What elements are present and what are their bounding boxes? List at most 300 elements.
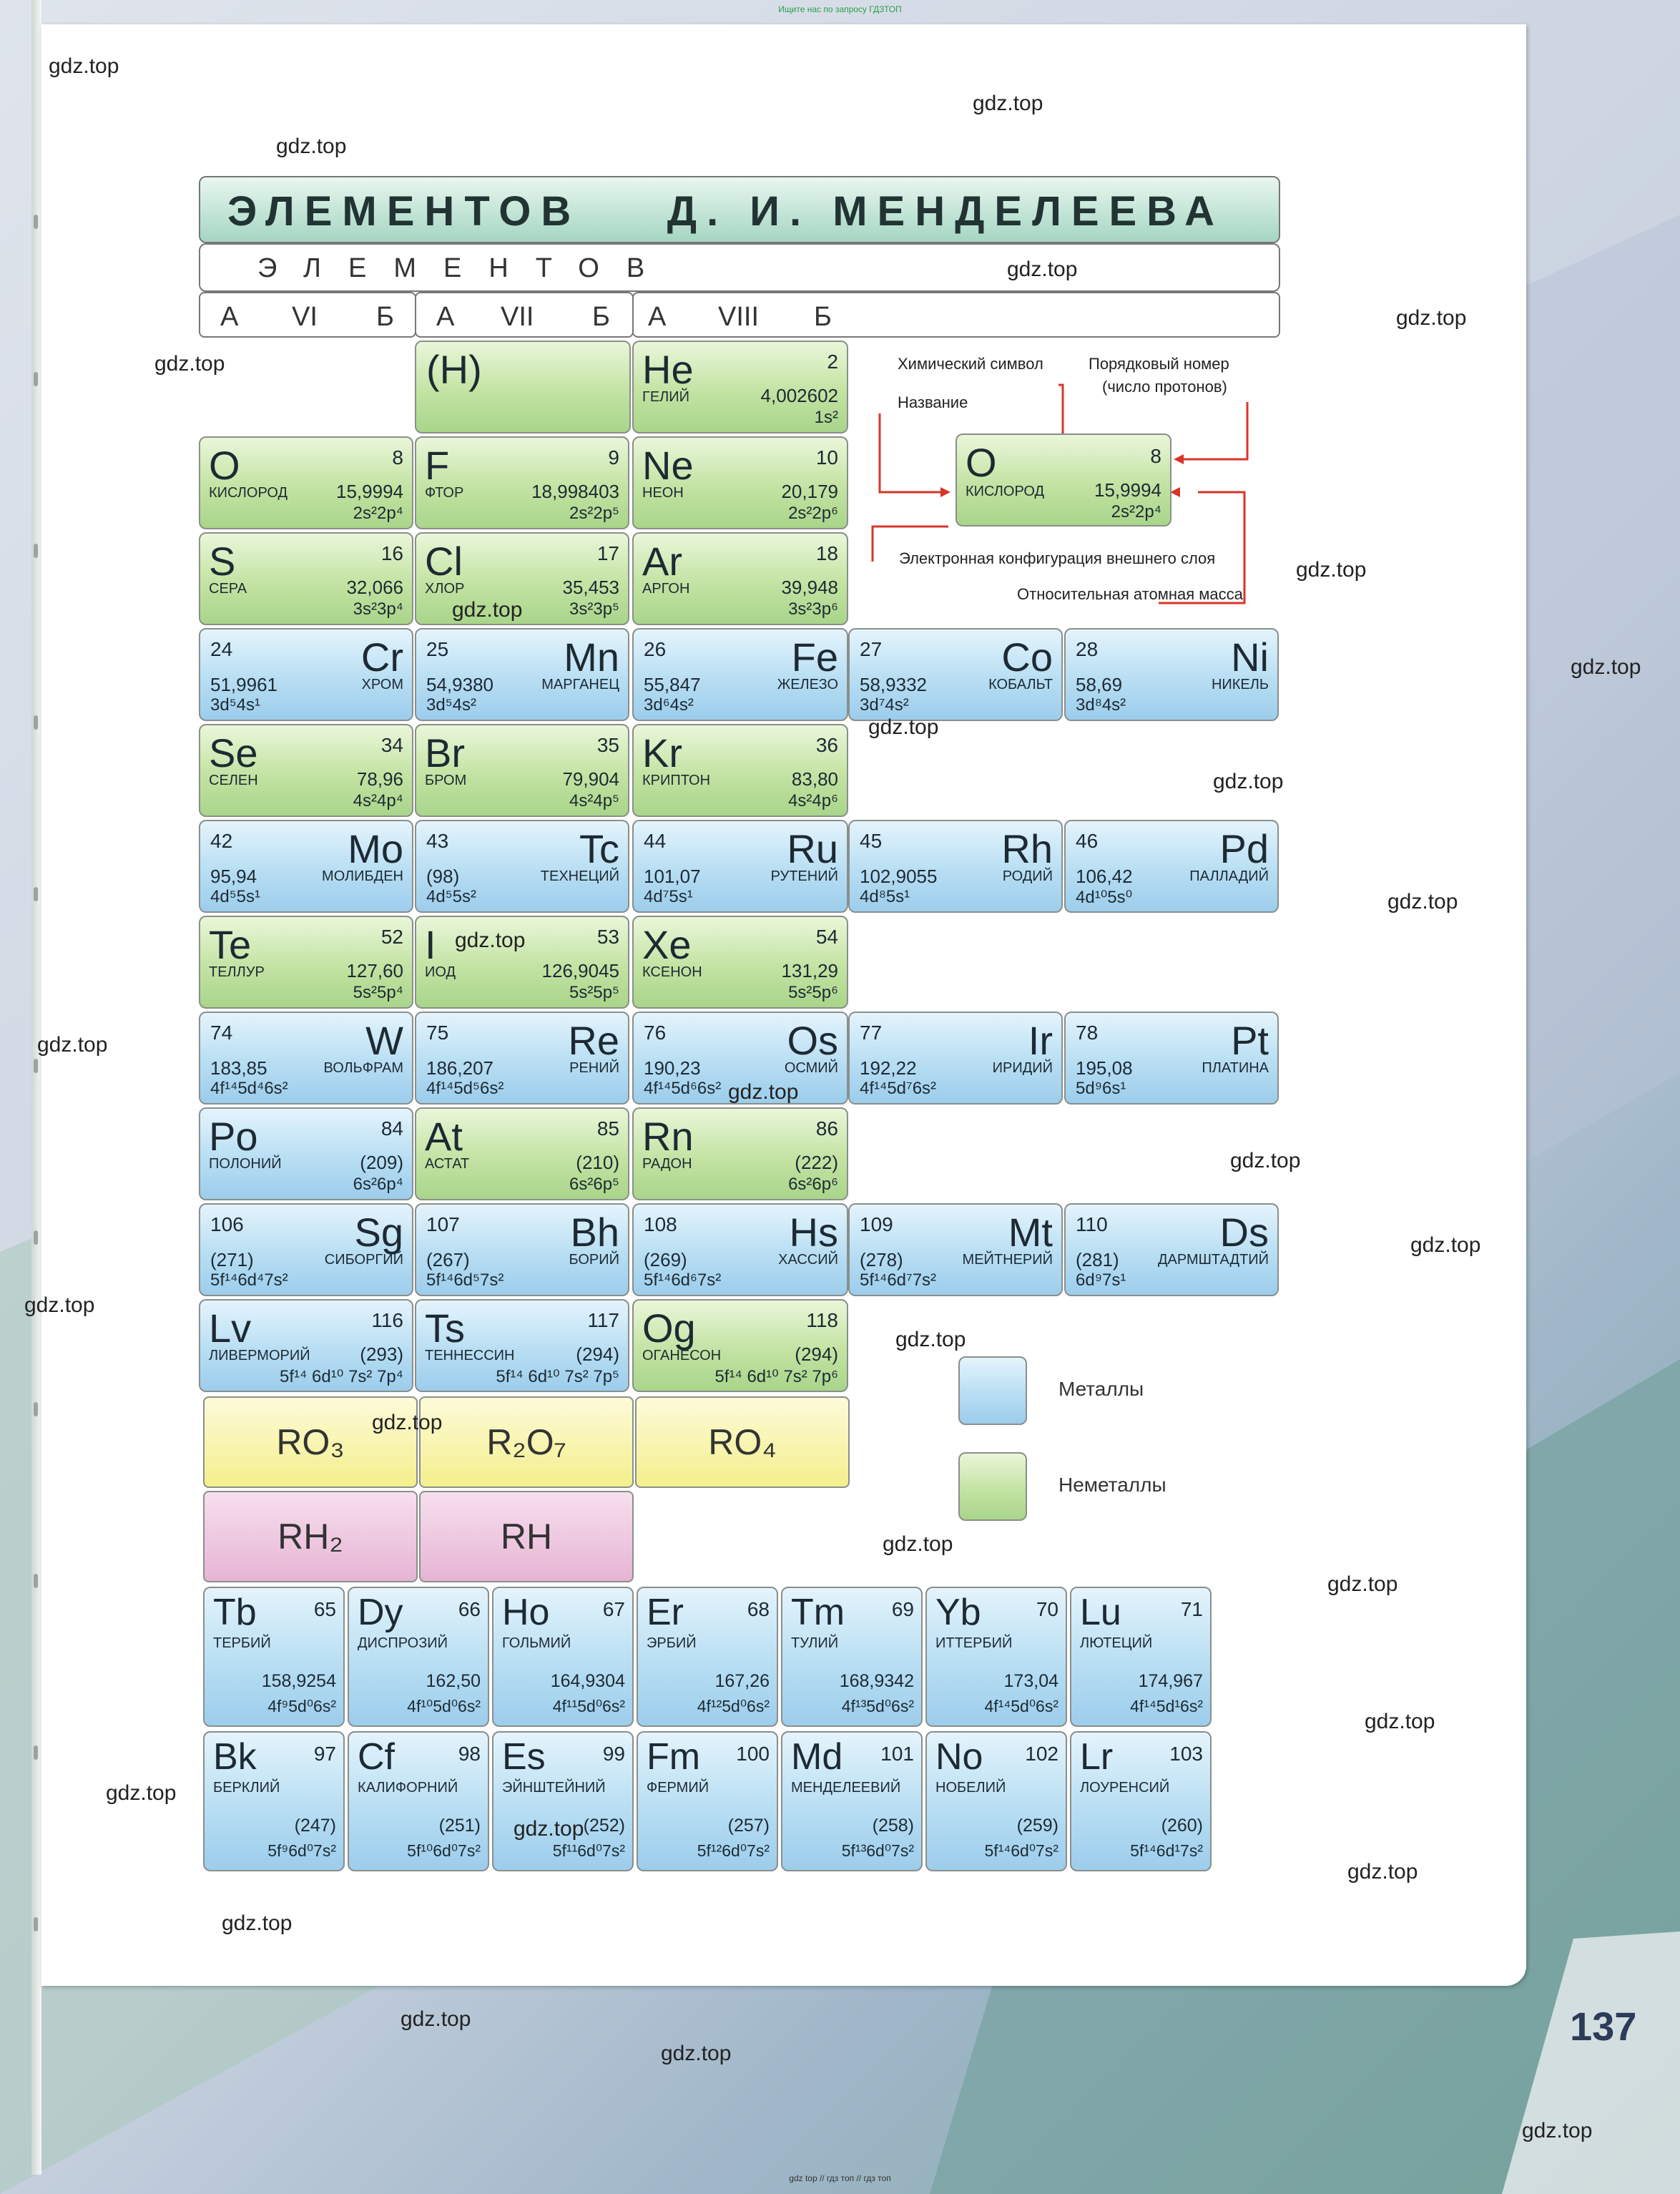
atomic-mass: 51,9961	[210, 674, 277, 695]
element-cell-og	[632, 1299, 848, 1392]
oxide-formula: RO₄	[635, 1396, 850, 1488]
key-symbol-label: Химический символ	[898, 355, 1043, 373]
electron-config: 5f¹¹6d⁰7s²	[552, 1841, 625, 1860]
element-name: РЕНИЙ	[569, 1060, 619, 1076]
electron-config: 1s²	[814, 408, 838, 427]
atomic-number: 52	[380, 926, 403, 948]
key-example-name: КИСЛОРОД	[966, 484, 1045, 499]
atomic-mass: (257)	[727, 1816, 770, 1836]
electron-config: 4s²4p⁵	[569, 791, 619, 810]
electron-config: 3s²3p⁶	[788, 599, 838, 619]
element-symbol: Cf	[358, 1736, 395, 1778]
legend-nonmetals-label: Неметаллы	[1058, 1474, 1166, 1496]
element-cell-pt	[1064, 1012, 1279, 1105]
element-symbol: Ho	[502, 1592, 550, 1633]
element-name: ФТОР	[425, 485, 464, 501]
atomic-number: 75	[426, 1022, 449, 1044]
electron-config: 3s²3p⁴	[353, 599, 403, 619]
element-symbol: F	[425, 443, 450, 488]
element-cell-cr	[199, 628, 413, 721]
atomic-mass: 167,26	[714, 1671, 770, 1691]
watermark-text: gdz.top	[24, 1293, 95, 1317]
electron-config: 4s²4p⁶	[788, 791, 838, 810]
element-name: ТУЛИЙ	[791, 1635, 839, 1651]
element-symbol: Mt	[1008, 1210, 1053, 1255]
atomic-number: 99	[602, 1743, 625, 1765]
watermark-text: gdz.top	[514, 1817, 584, 1841]
atomic-mass: (271)	[210, 1249, 254, 1270]
atomic-mass: 168,9342	[839, 1671, 914, 1691]
atomic-number: 107	[426, 1213, 460, 1235]
element-symbol: Cl	[425, 539, 463, 584]
element-cell-at	[415, 1107, 629, 1200]
electron-config: 4f¹⁴5d¹6s²	[1130, 1697, 1203, 1715]
watermark-text: gdz.top	[1387, 890, 1458, 914]
electron-config: 2s²2p⁴	[353, 504, 403, 523]
atomic-number: 2	[827, 351, 838, 373]
element-symbol: Dy	[358, 1592, 403, 1633]
element-name: ТЕННЕССИН	[425, 1348, 515, 1363]
element-symbol: Ds	[1219, 1210, 1269, 1255]
element-symbol: Ar	[642, 539, 682, 584]
element-symbol: Xe	[642, 922, 692, 967]
element-cell-co	[848, 628, 1063, 721]
atomic-number: 70	[1036, 1598, 1058, 1620]
oxide-formula: R₂O₇	[419, 1396, 634, 1488]
atomic-number: 116	[371, 1309, 403, 1331]
electron-config: 6s²6p⁴	[353, 1175, 403, 1194]
element-symbol: Lv	[209, 1306, 252, 1351]
atomic-mass: (294)	[576, 1343, 619, 1365]
watermark-text: gdz.top	[1571, 655, 1641, 679]
watermark-text: gdz.top	[1365, 1710, 1435, 1733]
page-number: 137	[1570, 2004, 1637, 2049]
atomic-number: 100	[736, 1743, 770, 1765]
atomic-number: 117	[587, 1309, 619, 1331]
electron-config: 6s²6p⁶	[788, 1175, 838, 1194]
group-b-label: Б	[592, 302, 610, 332]
electron-config: 4f¹⁰5d⁰6s²	[407, 1697, 481, 1715]
element-name: ФЕРМИЙ	[647, 1780, 709, 1796]
element-symbol: Sg	[354, 1210, 403, 1255]
atomic-mass: 15,9994	[336, 481, 403, 502]
watermark-text: gdz.top	[49, 54, 119, 78]
atomic-number: 25	[426, 638, 449, 660]
watermark-text: gdz.top	[1213, 770, 1284, 793]
element-symbol: No	[935, 1736, 983, 1778]
electron-config: 2s²2p⁵	[569, 504, 619, 523]
atomic-number: 45	[860, 830, 883, 852]
watermark-text: gdz.top	[973, 92, 1043, 115]
group-number: VIII	[718, 302, 760, 332]
atomic-mass: (210)	[576, 1152, 619, 1173]
element-name: АСТАТ	[425, 1156, 470, 1172]
atomic-mass: (98)	[426, 866, 460, 887]
electron-config: 5f¹²6d⁰7s²	[697, 1841, 770, 1860]
watermark-text: gdz.top	[37, 1033, 108, 1057]
electron-config: 5f¹⁴6d⁷7s²	[860, 1270, 937, 1290]
atomic-number: 76	[644, 1022, 667, 1044]
watermark-text: gdz.top	[401, 2007, 471, 2031]
hydride-formula: RH	[419, 1491, 634, 1582]
electron-config: 5d⁹6s¹	[1076, 1079, 1126, 1098]
watermark-text: gdz.top	[372, 1411, 443, 1434]
atomic-number: 65	[313, 1598, 336, 1620]
atomic-number: 34	[380, 734, 403, 756]
element-cell-ru	[632, 820, 848, 913]
element-name: ВОЛЬФРАМ	[323, 1060, 403, 1076]
element-name: ЛИВЕРМОРИЙ	[209, 1348, 310, 1363]
element-name: КОБАЛЬТ	[988, 677, 1053, 692]
top-note: Ищите нас по запросу ГДЗТОП	[778, 4, 902, 14]
element-name: ГЕЛИЙ	[642, 389, 690, 405]
element-name: МАРГАНЕЦ	[541, 677, 619, 692]
element-symbol: Pt	[1231, 1018, 1269, 1063]
electron-config: 5f¹⁴6d⁴7s²	[210, 1270, 288, 1290]
group-a-label: А	[220, 302, 239, 332]
atomic-mass: (260)	[1161, 1816, 1203, 1836]
atomic-mass: 55,847	[644, 674, 701, 695]
electron-config: 5f¹³6d⁰7s²	[841, 1841, 914, 1860]
element-name: МОЛИБДЕН	[322, 868, 403, 884]
atomic-number: 97	[313, 1743, 336, 1765]
element-cell-ar	[632, 532, 848, 625]
atomic-number: 43	[426, 830, 449, 852]
atomic-mass: 39,948	[781, 577, 838, 598]
element-cell-mo	[199, 820, 413, 913]
watermark-text: gdz.top	[895, 1328, 966, 1351]
atomic-number: 54	[815, 926, 838, 948]
atomic-number: 9	[608, 446, 619, 469]
element-name: КРИПТОН	[642, 773, 711, 788]
element-symbol: Lu	[1080, 1592, 1121, 1633]
electron-config: 4d¹⁰5s⁰	[1076, 888, 1133, 907]
element-name: ДИСПРОЗИЙ	[358, 1635, 448, 1651]
key-mass-label: Относительная атомная масса	[1017, 585, 1243, 603]
element-name: СЕЛЕН	[209, 773, 258, 788]
element-cell-es	[492, 1731, 634, 1871]
atomic-mass: 18,998403	[531, 481, 619, 502]
element-name: НИКЕЛЬ	[1211, 677, 1269, 692]
stitch	[34, 1917, 38, 1931]
element-cell-rh	[848, 820, 1063, 913]
element-name: ПОЛОНИЙ	[209, 1156, 282, 1172]
legend-metals-label: Металлы	[1058, 1378, 1144, 1400]
element-cell-lr	[1070, 1731, 1212, 1871]
electron-config: 5s²5p⁵	[569, 983, 619, 1002]
element-symbol: Ir	[1028, 1018, 1053, 1063]
element-symbol: Fm	[647, 1736, 701, 1778]
atomic-number: 74	[210, 1022, 233, 1044]
element-name: ЭРБИЙ	[647, 1635, 697, 1651]
key-example-config: 2s²2p⁴	[1111, 502, 1161, 521]
electron-config: 5f¹⁴6d⁵7s²	[426, 1270, 504, 1290]
key-example-symbol: O	[966, 440, 997, 485]
electron-config: 5f¹⁴ 6d¹⁰ 7s² 7p⁵	[496, 1367, 619, 1386]
atomic-mass: 32,066	[346, 577, 403, 598]
element-name: КИСЛОРОД	[209, 485, 288, 501]
atomic-mass: (247)	[294, 1816, 336, 1836]
atomic-mass: 192,22	[860, 1057, 917, 1079]
hydride-formula: RH₂	[203, 1491, 418, 1582]
legend-metals-swatch	[958, 1356, 1027, 1425]
key-number-label: Порядковый номер	[1089, 355, 1229, 373]
book-spine	[31, 0, 41, 2175]
atomic-number: 102	[1025, 1743, 1058, 1765]
bottom-note: gdz top // гдз топ // гдз топ	[789, 2173, 891, 2183]
element-cell-mn	[415, 628, 629, 721]
atomic-number: 69	[891, 1598, 914, 1620]
key-example-number: 8	[1150, 445, 1161, 467]
watermark-text: gdz.top	[106, 1781, 177, 1805]
element-symbol: Cr	[360, 635, 403, 680]
element-symbol: Es	[502, 1736, 546, 1778]
element-symbol: Os	[787, 1018, 838, 1063]
element-cell-ni	[1064, 628, 1279, 721]
electron-config: 4f¹²5d⁰6s²	[697, 1697, 770, 1715]
atomic-mass: 126,9045	[541, 960, 619, 981]
atomic-number: 44	[644, 830, 667, 852]
watermark-text: gdz.top	[661, 2042, 732, 2065]
watermark-text: gdz.top	[455, 929, 526, 952]
element-name: ЛОУРЕНСИЙ	[1080, 1780, 1170, 1796]
element-cell-lv	[199, 1299, 413, 1392]
element-name: ГОЛЬМИЙ	[502, 1635, 571, 1651]
atomic-number: 28	[1076, 638, 1099, 660]
atomic-number: 108	[644, 1213, 677, 1235]
element-cell-hs	[632, 1203, 848, 1296]
element-cell-ir	[848, 1012, 1063, 1105]
element-name: СЕРА	[209, 581, 247, 597]
watermark-text: gdz.top	[1296, 558, 1367, 582]
table-subtitle: ЭЛЕМЕНТОВ	[257, 253, 672, 283]
element-symbol: Re	[568, 1018, 619, 1063]
element-symbol: Ni	[1231, 635, 1269, 680]
stitch	[34, 215, 38, 229]
atomic-number: 118	[806, 1309, 838, 1331]
electron-config: 4f¹⁴5d⁰6s²	[984, 1697, 1058, 1715]
group-header-vi	[199, 292, 416, 338]
element-cell-tb	[203, 1587, 345, 1727]
electron-config: 5s²5p⁶	[788, 983, 838, 1002]
watermark-text: gdz.top	[276, 134, 347, 158]
atomic-mass: 190,23	[644, 1057, 701, 1079]
electron-config: 4f⁹5d⁰6s²	[267, 1697, 336, 1715]
stitch	[34, 887, 38, 901]
stitch	[34, 715, 38, 730]
group-b-label: Б	[814, 302, 832, 332]
atomic-number: 8	[392, 446, 403, 469]
atomic-mass: 79,904	[562, 768, 619, 790]
atomic-number: 36	[815, 734, 838, 756]
electron-config: 3d⁵4s¹	[210, 695, 260, 715]
element-cell-lu	[1070, 1587, 1212, 1727]
atomic-mass: 102,9055	[860, 866, 938, 887]
electron-config: 4f¹³5d⁰6s²	[841, 1697, 914, 1715]
electron-config: 6s²6p⁵	[569, 1175, 619, 1194]
stitch	[34, 544, 38, 558]
atomic-number: 27	[860, 638, 883, 660]
element-symbol: Rh	[1001, 826, 1053, 871]
watermark-text: gdz.top	[154, 352, 225, 376]
electron-config: 5f⁹6d⁰7s²	[267, 1841, 336, 1860]
electron-config: 4f¹⁴5d⁶6s²	[644, 1079, 722, 1098]
atomic-number: 42	[210, 830, 233, 852]
atomic-number: 101	[880, 1743, 914, 1765]
atomic-mass: 186,207	[426, 1057, 493, 1079]
element-name: НОБЕЛИЙ	[935, 1780, 1006, 1796]
element-name: ПАЛЛАДИЙ	[1189, 868, 1269, 884]
element-symbol: Pd	[1219, 826, 1269, 871]
element-symbol: Se	[209, 730, 258, 775]
element-cell-mt	[848, 1203, 1063, 1296]
atomic-mass: 173,04	[1003, 1671, 1058, 1691]
element-symbol: S	[209, 539, 236, 584]
element-name: ТЕЛЛУР	[209, 964, 265, 980]
watermark-text: gdz.top	[452, 598, 523, 622]
atomic-number: 35	[596, 734, 619, 756]
atomic-mass: 54,9380	[426, 674, 493, 695]
electron-config: 4d⁸5s¹	[860, 887, 910, 906]
element-cell-er	[637, 1587, 778, 1727]
atomic-number: 98	[458, 1743, 481, 1765]
key-example-cell	[956, 434, 1171, 527]
element-name: КСЕНОН	[642, 964, 702, 980]
element-cell-fe	[632, 628, 848, 721]
table-subtitle-bar	[199, 243, 1280, 292]
element-cell-cf	[348, 1731, 489, 1871]
element-cell-ne	[632, 436, 848, 529]
element-cell-f	[415, 436, 629, 529]
watermark-text: gdz.top	[1327, 1572, 1398, 1596]
watermark-text: gdz.top	[1347, 1860, 1418, 1884]
element-symbol: Ru	[787, 826, 838, 871]
electron-config: 3d⁵4s²	[426, 695, 476, 715]
atomic-mass: 162,50	[426, 1671, 481, 1691]
electron-config: 5f¹⁰6d⁰7s²	[407, 1841, 481, 1860]
element-cell-kr	[632, 724, 848, 817]
group-b-label: Б	[376, 302, 394, 332]
element-name: НЕОН	[642, 485, 684, 501]
atomic-number: 66	[458, 1598, 481, 1620]
atomic-mass: 127,60	[346, 960, 403, 981]
watermark-text: gdz.top	[868, 715, 939, 739]
electron-config: 4f¹⁴5d⁵6s²	[426, 1079, 504, 1098]
element-name: БОРИЙ	[569, 1252, 619, 1268]
element-cell-bk	[203, 1731, 345, 1871]
element-symbol: Tc	[579, 826, 619, 871]
atomic-mass: 78,96	[356, 768, 403, 790]
element-cell-o	[199, 436, 413, 529]
element-name: АРГОН	[642, 581, 690, 597]
element-symbol: Yb	[935, 1592, 981, 1633]
electron-config: 3d⁸4s²	[1076, 695, 1126, 715]
electron-config: 4f¹⁴5d⁷6s²	[860, 1079, 937, 1098]
electron-config: 5f¹⁴ 6d¹⁰ 7s² 7p⁴	[280, 1367, 403, 1386]
element-name: МЕНДЕЛЕЕВИЙ	[791, 1780, 901, 1796]
element-symbol: Kr	[642, 730, 682, 775]
electron-config: 6d⁹7s¹	[1076, 1270, 1126, 1290]
element-cell-re	[415, 1012, 629, 1105]
element-cell-s	[199, 532, 413, 625]
atomic-number: 68	[747, 1598, 770, 1620]
electron-config: 3d⁷4s²	[860, 695, 909, 715]
element-name: ХРОМ	[361, 677, 403, 692]
atomic-number: 110	[1076, 1213, 1108, 1235]
atomic-mass: (252)	[583, 1816, 625, 1836]
watermark-text: gdz.top	[728, 1080, 799, 1104]
element-cell-ho	[492, 1587, 634, 1727]
atomic-number: 26	[644, 638, 667, 660]
element-cell-ts	[415, 1299, 629, 1392]
atomic-mass: 58,69	[1076, 674, 1123, 695]
element-name: РАДОН	[642, 1156, 692, 1172]
element-cell-br	[415, 724, 629, 817]
element-symbol: Md	[791, 1736, 843, 1778]
element-cell-ds	[1064, 1203, 1279, 1296]
element-name: ОГАНЕСОН	[642, 1348, 722, 1363]
atomic-mass: (222)	[795, 1152, 838, 1173]
element-name: ОСМИЙ	[784, 1060, 838, 1076]
element-name: ЭЙНШТЕЙНИЙ	[502, 1780, 606, 1796]
atomic-mass: 164,9304	[550, 1671, 625, 1691]
atomic-mass: 35,453	[562, 577, 619, 598]
element-cell-sg	[199, 1203, 413, 1296]
element-name: МЕЙТНЕРИЙ	[962, 1252, 1053, 1268]
group-a-label: А	[648, 302, 667, 332]
electron-config: 3s²3p⁵	[569, 599, 619, 619]
group-a-label: А	[436, 302, 455, 332]
atomic-mass: (251)	[438, 1816, 481, 1836]
atomic-mass: (278)	[860, 1249, 903, 1270]
key-name-label: Название	[898, 393, 968, 411]
element-symbol: Tb	[213, 1592, 257, 1633]
element-symbol: Rn	[642, 1114, 694, 1159]
element-name: РУТЕНИЙ	[770, 868, 838, 884]
key-config-label: Электронная конфигурация внешнего слоя	[899, 549, 1216, 567]
atomic-mass: (294)	[795, 1343, 838, 1365]
element-name: ЛЮТЕЦИЙ	[1080, 1635, 1153, 1651]
atomic-number: 10	[815, 446, 838, 469]
element-name: ТЕРБИЙ	[213, 1635, 271, 1651]
atomic-mass: 174,967	[1138, 1671, 1203, 1691]
atomic-mass: 4,002602	[760, 385, 838, 406]
atomic-number: 77	[860, 1022, 883, 1044]
element-symbol: Mn	[564, 635, 619, 680]
element-cell-rn	[632, 1107, 848, 1200]
atomic-mass: 195,08	[1076, 1057, 1133, 1079]
element-cell-se	[199, 724, 413, 817]
electron-config: 5f¹⁴6d⁶7s²	[644, 1270, 722, 1290]
element-symbol: (H)	[426, 347, 482, 392]
element-symbol: Po	[209, 1114, 258, 1159]
table-title: ЭЛЕМЕНТОВ Д. И. МЕНДЕЛЕЕВА	[227, 188, 1225, 235]
element-name: ИРИДИЙ	[992, 1060, 1053, 1076]
atomic-number: 53	[596, 926, 619, 948]
group-header-vii	[415, 292, 634, 338]
watermark-text: gdz.top	[1007, 258, 1078, 281]
atomic-mass: 131,29	[781, 960, 838, 981]
atomic-number: 16	[380, 542, 403, 564]
electron-config: 2s²2p⁶	[788, 504, 838, 523]
element-name: БЕРКЛИЙ	[213, 1780, 280, 1796]
electron-config: 4d⁵5s²	[426, 887, 476, 906]
group-header-viii	[632, 292, 1280, 338]
stitch	[34, 1230, 38, 1245]
atomic-mass: 83,80	[791, 768, 838, 790]
electron-config: 5f¹⁴6d⁰7s²	[984, 1841, 1058, 1860]
element-symbol: At	[425, 1114, 463, 1159]
